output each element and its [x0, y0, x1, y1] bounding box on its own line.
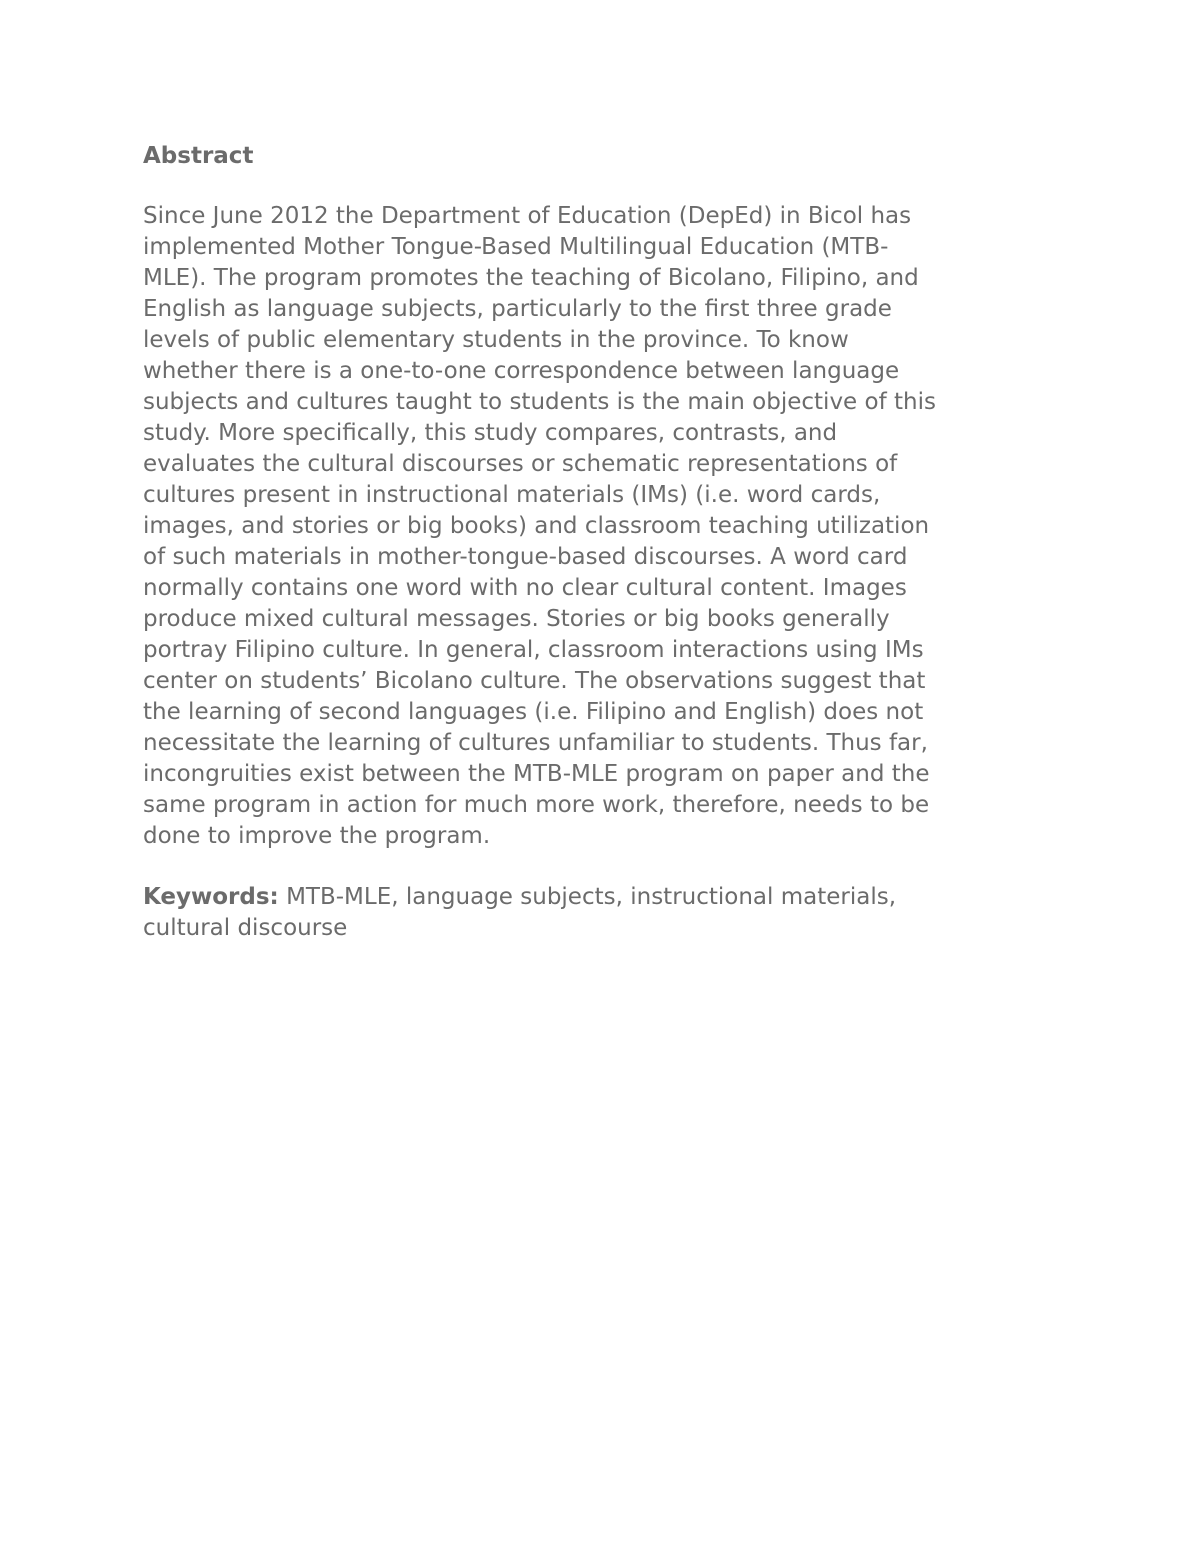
abstract-line: same program in action for much more work, therefore, needs to be — [143, 792, 930, 818]
abstract-line: cultures present in instructional materials (IMs) (i.e. word cards, — [143, 482, 881, 508]
keywords-text-cont: cultural discourse — [143, 915, 348, 941]
abstract-line: subjects and cultures taught to students is the main objective of this — [143, 389, 936, 415]
abstract-line: images, and stories or big books) and classroom teaching utilization — [143, 513, 930, 539]
abstract-body — [143, 201, 1103, 852]
keywords-label: Keywords: — [143, 884, 279, 910]
abstract-line: Since June 2012 the Department of Education (DepEd) in Bicol has — [143, 203, 912, 229]
keywords-text: MTB-MLE, language subjects, instructional materials, — [278, 884, 897, 910]
abstract-line: portray Filipino culture. In general, classroom interactions using IMs — [143, 637, 924, 663]
abstract-line: done to improve the program. — [143, 823, 491, 849]
abstract-line: whether there is a one-to-one correspondence between language — [143, 358, 900, 384]
abstract-line: the learning of second languages (i.e. Filipino and English) does not — [143, 699, 924, 725]
document-page — [143, 141, 1103, 944]
abstract-line: necessitate the learning of cultures unfamiliar to students. Thus far, — [143, 730, 928, 756]
abstract-line: implemented Mother Tongue-Based Multilingual Education (MTB- — [143, 234, 889, 260]
abstract-line: center on students’ Bicolano culture. The observations suggest that — [143, 668, 926, 694]
abstract-line: evaluates the cultural discourses or schematic representations of — [143, 451, 898, 477]
abstract-line: normally contains one word with no clear cultural content. Images — [143, 575, 907, 601]
abstract-line: produce mixed cultural messages. Stories or big books generally — [143, 606, 890, 632]
abstract-line: of such materials in mother-tongue-based discourses. A word card — [143, 544, 908, 570]
keywords — [143, 882, 1103, 944]
abstract-line: English as language subjects, particularly to the first three grade — [143, 296, 892, 322]
abstract-line: incongruities exist between the MTB-MLE program on paper and the — [143, 761, 930, 787]
abstract-line: MLE). The program promotes the teaching of Bicolano, Filipino, and — [143, 265, 919, 291]
abstract-line: study. More specifically, this study compares, contrasts, and — [143, 420, 838, 446]
abstract-line: levels of public elementary students in the province. To know — [143, 327, 849, 353]
abstract-heading: Abstract — [143, 143, 254, 169]
